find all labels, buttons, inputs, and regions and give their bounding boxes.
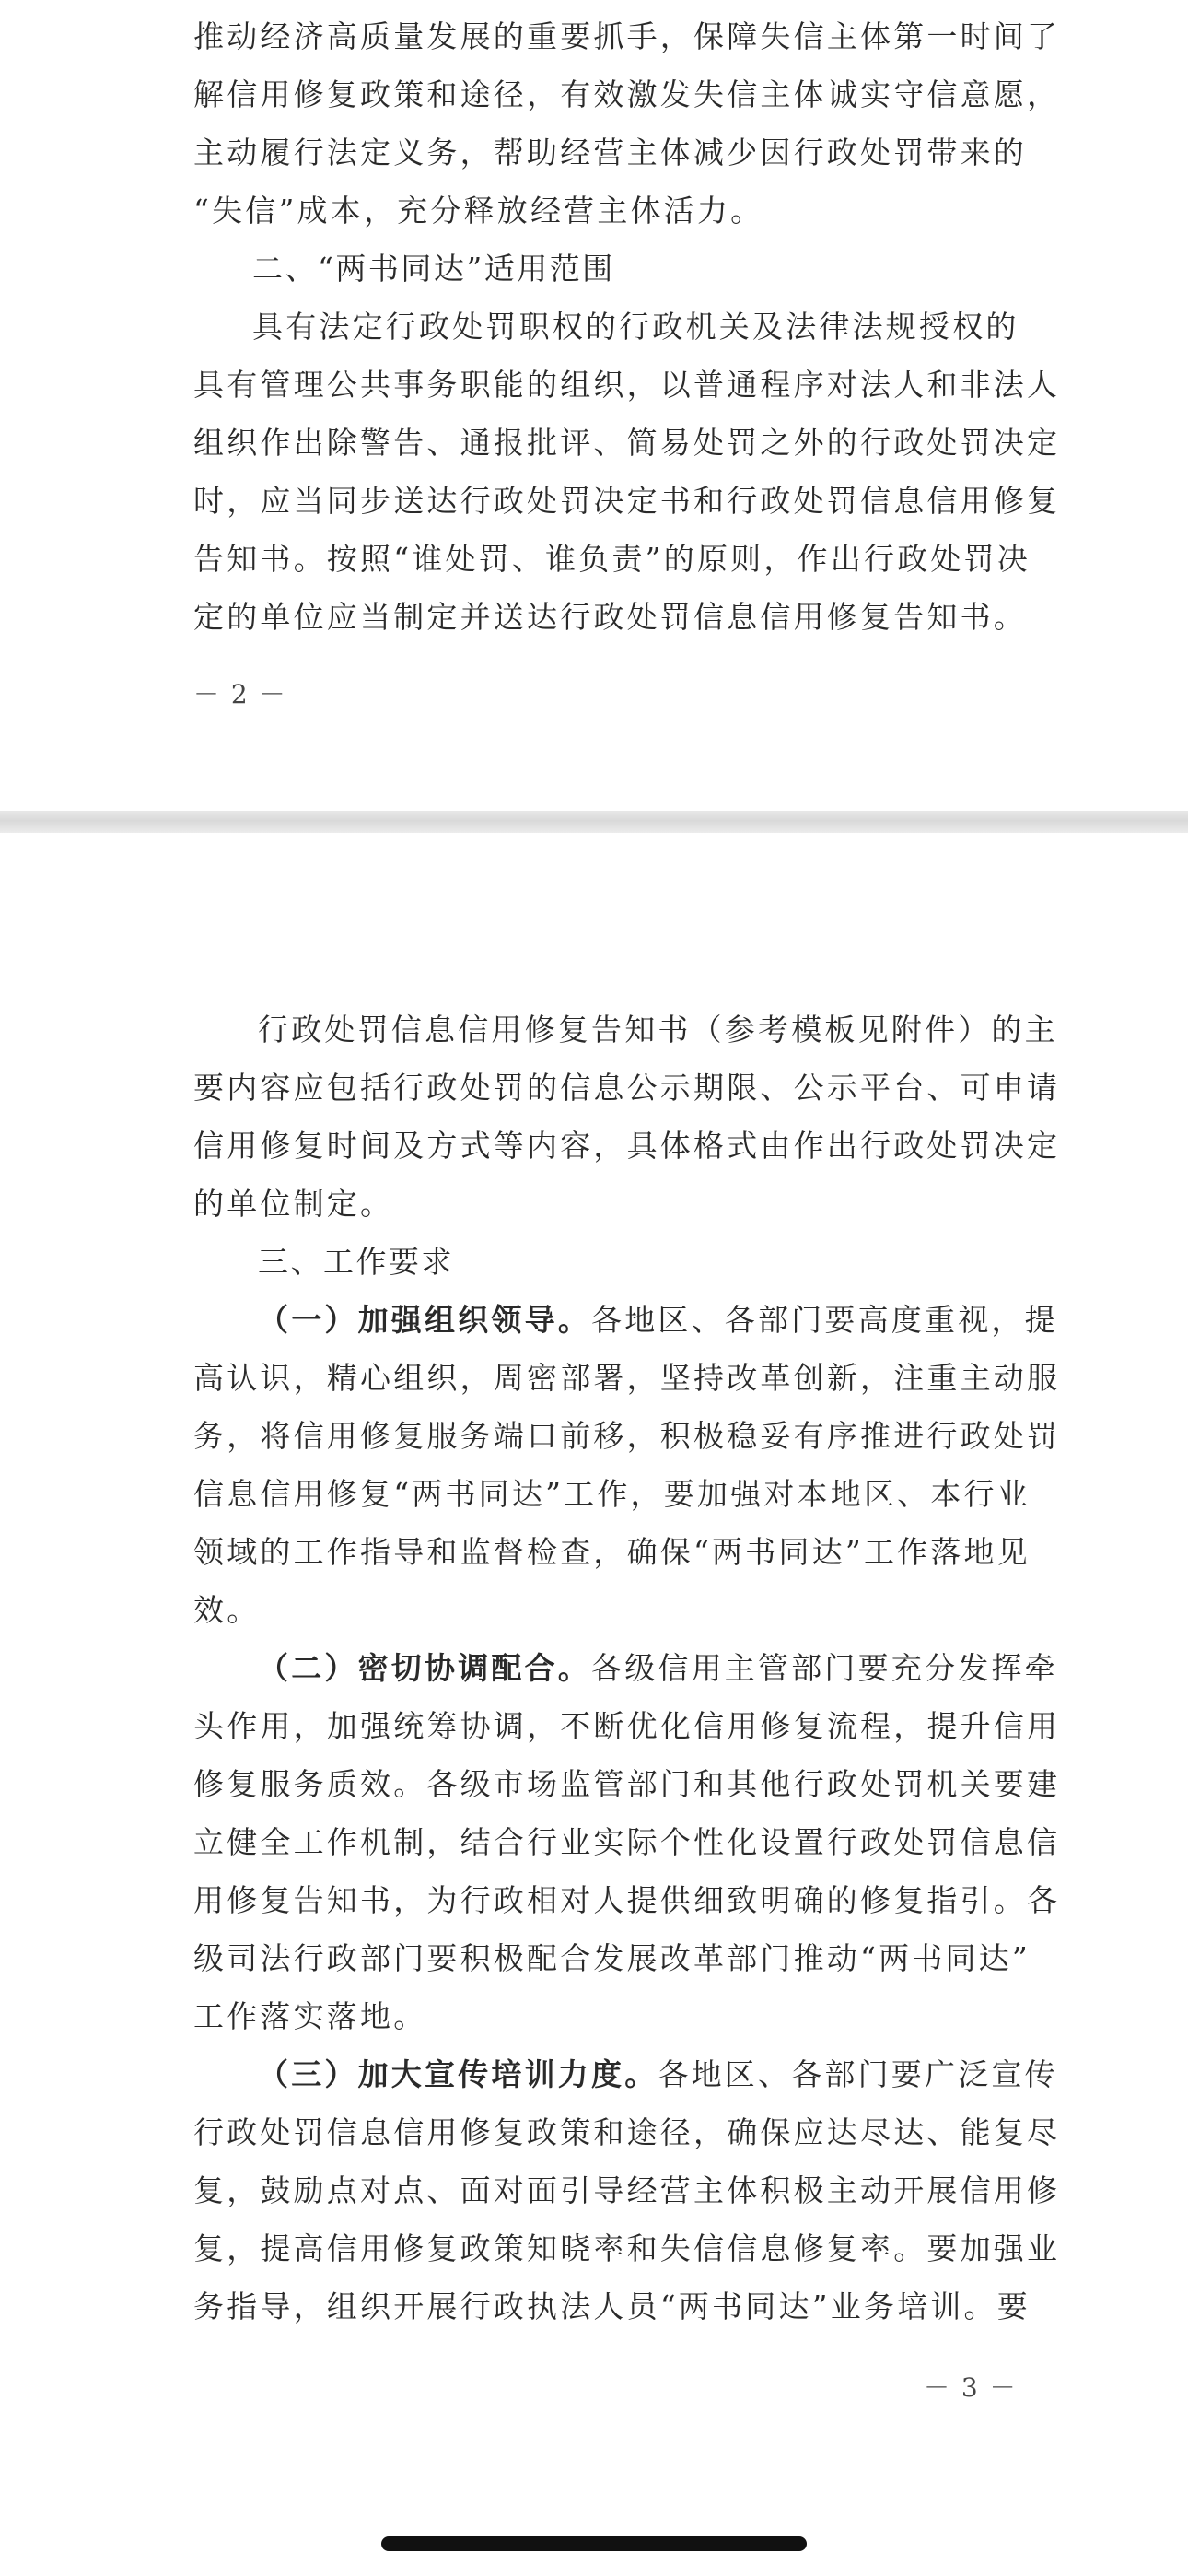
- body-line: 具有法定行政处罚职权的行政机关及法律法规授权的: [252, 309, 1019, 345]
- body-line: 用修复告知书，为行政相对人提供细致明确的修复指引。各: [193, 1882, 1061, 1918]
- body-line: 务，将信用修复服务端口前移，积极稳妥有序推进行政处罚: [193, 1418, 1061, 1454]
- body-line: 推动经济高质量发展的重要抓手，保障失信主体第一时间了: [193, 18, 1061, 54]
- body-line: 具有管理公共事务职能的组织，以普通程序对法人和非法人: [193, 367, 1061, 403]
- body-text: 各地区、各部门要高度重视，提: [591, 1302, 1058, 1338]
- document-page-2: [0, 0, 1188, 811]
- body-line: 级司法行政部门要积极配合发展改革部门推动“两书同达”: [193, 1940, 1031, 1976]
- body-line: 行政处罚信息信用修复告知书（参考模板见附件）的主: [258, 1012, 1058, 1048]
- body-line: [193, 1639, 1058, 1697]
- body-line: 行政处罚信息信用修复政策和途径，确保应达尽达、能复尽: [193, 2114, 1061, 2150]
- subheading-coordination: （二）密切协调配合。: [258, 1650, 591, 1686]
- subheading-leadership: （一）加强组织领导。: [258, 1302, 591, 1338]
- page-3-text: [193, 1001, 1061, 2336]
- body-line: 效。: [193, 1592, 261, 1628]
- body-line: 修复服务质效。各级市场监管部门和其他行政处罚机关要建: [193, 1766, 1061, 1802]
- body-line: 的单位制定。: [193, 1186, 394, 1222]
- document-page-3: [0, 833, 1188, 2576]
- body-line: 时，应当同步送达行政处罚决定书和行政处罚信息信用修复: [193, 483, 1061, 519]
- body-text: 各级信用主管部门要充分发挥牵: [591, 1650, 1058, 1686]
- section-heading-scope: 二、“两书同达”适用范围: [252, 251, 615, 287]
- body-line: [193, 2045, 1058, 2103]
- body-line: 头作用，加强统筹协调，不断优化信用修复流程，提升信用: [193, 1708, 1061, 1744]
- body-line: 务指导，组织开展行政执法人员“两书同达”业务培训。要: [193, 2289, 1031, 2324]
- body-line: 组织作出除警告、通报批评、简易处罚之外的行政处罚决定: [193, 425, 1061, 461]
- home-indicator[interactable]: [381, 2536, 807, 2551]
- body-line: 主动履行法定义务，帮助经营主体减少因行政处罚带来的: [193, 135, 1027, 170]
- body-line: 定的单位应当制定并送达行政处罚信息信用修复告知书。: [193, 599, 1027, 635]
- body-line: 解信用修复政策和途径，有效激发失信主体诚实守信意愿，: [193, 76, 1061, 112]
- body-line: 工作落实落地。: [193, 1998, 427, 2034]
- page-number: － 2 －: [193, 679, 287, 709]
- body-text: 各地区、各部门要广泛宣传: [658, 2056, 1058, 2092]
- body-line: “失信”成本，充分释放经营主体活力。: [193, 193, 764, 228]
- body-line: 高认识，精心组织，周密部署，坚持改革创新，注重主动服: [193, 1360, 1061, 1396]
- body-line: 复，鼓励点对点、面对面引导经营主体积极主动开展信用修: [193, 2172, 1061, 2208]
- page-separator: [0, 811, 1188, 833]
- page-2-text: [193, 7, 1061, 646]
- body-line: 告知书。按照“谁处罚、谁负责”的原则，作出行政处罚决: [193, 541, 1031, 577]
- body-line: 信用修复时间及方式等内容，具体格式由作出行政处罚决定: [193, 1128, 1061, 1164]
- subheading-publicity-training: （三）加大宣传培训力度。: [258, 2056, 658, 2092]
- body-line: [193, 1291, 1058, 1349]
- body-line: 立健全工作机制，结合行业实际个性化设置行政处罚信息信: [193, 1824, 1061, 1860]
- body-line: 领域的工作指导和监督检查，确保“两书同达”工作落地见: [193, 1534, 1031, 1570]
- section-heading-requirements: 三、工作要求: [258, 1244, 454, 1280]
- page-number: － 3 －: [924, 2372, 1018, 2403]
- body-line: 要内容应包括行政处罚的信息公示期限、公示平台、可申请: [193, 1070, 1061, 1106]
- body-line: 复，提高信用修复政策知晓率和失信信息修复率。要加强业: [193, 2231, 1061, 2266]
- body-line: 信息信用修复“两书同达”工作，要加强对本地区、本行业: [193, 1476, 1031, 1512]
